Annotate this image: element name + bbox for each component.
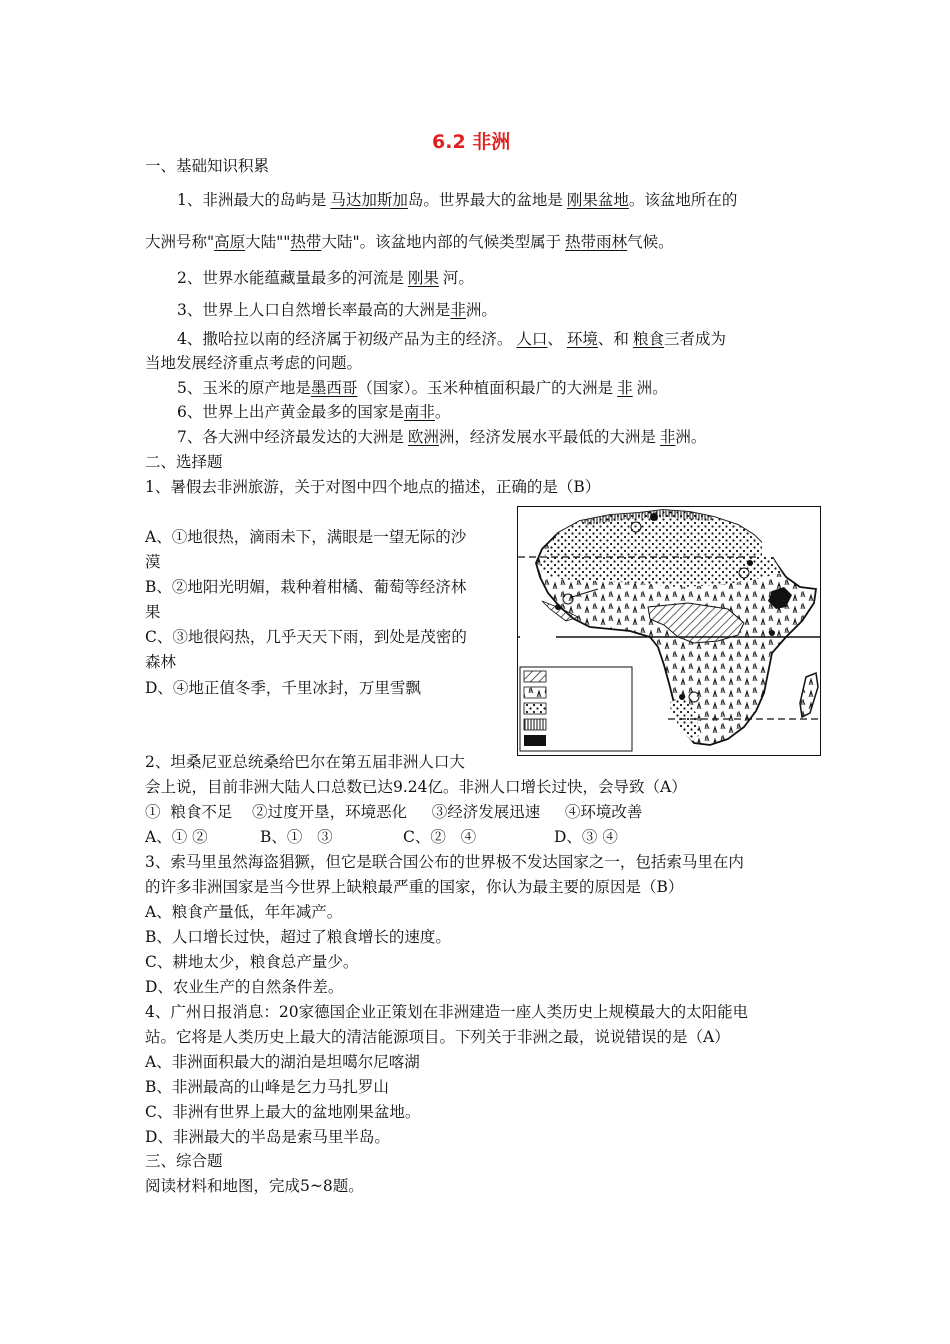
text: 。	[434, 403, 451, 421]
basic-q5	[177, 376, 668, 398]
choice-q1-option-b-cont: 果	[145, 603, 161, 621]
answer-blank: 墨西哥	[310, 379, 358, 397]
choice-q1-option-b: B、②地阳光明媚，栽种着柑橘、葡萄等经济林	[145, 578, 467, 596]
answer-blank: 人口	[516, 330, 548, 348]
choice-q1-option-d: D、④地正值冬季，千里冰封，万里雪飘	[145, 679, 421, 697]
answer-blank: 刚果	[407, 269, 439, 287]
text: 洲，经济发展水平最低的大洲是	[438, 428, 656, 446]
choice-q4-option-d: D、非洲最大的半岛是索马里半岛。	[145, 1128, 390, 1146]
choice-q2-option-b: B、① ③	[260, 828, 333, 846]
text: （国家）。玉米种植面积最广的大洲是	[357, 379, 614, 397]
answer-blank: 非	[450, 301, 466, 319]
text: 大陆"。该盆地内部的气候类型属于	[321, 233, 562, 251]
basic-q1-line2	[145, 230, 674, 252]
text: 1、非洲最大的岛屿是	[177, 191, 327, 209]
choice-q3-option-a: A、粮食产量低，年年减产。	[145, 903, 343, 921]
section-heading-choice: 二、选择题	[145, 453, 223, 471]
text: 洲。	[465, 301, 497, 319]
answer-blank: 马达加斯加	[330, 191, 408, 209]
choice-q2-stem-line1: 2、坦桑尼亚总统桑给巴尔在第五届非洲人口大	[145, 753, 465, 771]
text: 洲。	[636, 379, 668, 397]
basic-q1-line1	[177, 188, 737, 210]
answer-blank: 欧洲	[407, 428, 439, 446]
choice-q2-option-a: A、① ②	[145, 828, 208, 846]
choice-q1-stem: 1、暑假去非洲旅游，关于对图中四个地点的描述，正确的是（B）	[145, 478, 601, 496]
answer-blank: 热带雨林	[565, 233, 628, 251]
text: 河。	[442, 269, 474, 287]
choice-q2-option-d: D、③ ④	[554, 828, 618, 846]
text: 洲。	[675, 428, 707, 446]
text: 大陆""	[245, 233, 291, 251]
choice-q2-option-c: C、② ④	[403, 828, 477, 846]
text: 7、各大洲中经济最发达的大洲是	[177, 428, 404, 446]
map-legend	[520, 667, 632, 751]
answer-blank: 粮食	[632, 330, 664, 348]
desert-zone	[540, 510, 782, 587]
choice-q3-stem-line2: 的许多非洲国家是当今世界上缺粮最严重的国家，你认为最主要的原因是（B）	[145, 878, 684, 896]
choice-q3-option-c: C、耕地太少，粮食总产量少。	[145, 953, 359, 971]
africa-map-graphic	[518, 507, 820, 755]
text: 大洲号称"	[145, 233, 215, 251]
basic-q3	[177, 298, 497, 320]
answer-blank: 非	[659, 428, 676, 446]
choice-q4-option-c: C、非洲有世界上最大的盆地刚果盆地。	[145, 1103, 421, 1121]
page-title: 6.2 非洲	[432, 131, 511, 153]
choice-q4-stem-line2: 站。它将是人类历史上最大的清洁能源项目。下列关于非洲之最，说说错误的是（A）	[145, 1028, 730, 1046]
text: 。该盆地所在的	[628, 191, 738, 209]
text: 6、世界上出产黄金最多的国家是	[177, 403, 404, 421]
choice-q2-items: ① 粮食不足 ②过度开垦，环境恶化 ③经济发展迅速 ④环境改善	[145, 803, 643, 821]
answer-blank: 热带	[290, 233, 322, 251]
text: 5、玉米的原产地是	[177, 379, 311, 397]
text: 气候。	[627, 233, 674, 251]
text: 岛。世界最大的盆地是	[407, 191, 563, 209]
choice-q1-option-a: A、①地很热，滴雨未下，满眼是一望无际的沙	[145, 528, 467, 546]
text: 、	[547, 330, 563, 348]
answer-blank: 刚果盆地	[566, 191, 629, 209]
basic-q2	[177, 266, 474, 288]
answer-blank: 高原	[214, 233, 246, 251]
choice-q4-stem-line1: 4、广州日报消息：20家德国企业正策划在非洲建造一座人类历史上规模最大的太阳能电	[145, 1003, 749, 1021]
choice-q3-stem-line1: 3、索马里虽然海盗猖獗，但它是联合国公布的世界极不发达国家之一，包括索马里在内	[145, 853, 744, 871]
basic-q6	[177, 400, 450, 422]
answer-blank: 南非	[403, 403, 435, 421]
text: 三者成为	[663, 330, 726, 348]
madagascar	[800, 673, 818, 717]
basic-q4-line1	[177, 327, 726, 349]
choice-q4-option-b: B、非洲最高的山峰是乞力马扎罗山	[145, 1078, 389, 1096]
text: 2、世界水能蕴藏量最多的河流是	[177, 269, 404, 287]
comprehensive-intro: 阅读材料和地图，完成5~8题。	[145, 1177, 364, 1195]
choice-q1-option-c: C、③地很闷热，几乎天天下雨，到处是茂密的	[145, 628, 467, 646]
basic-q4-line2: 当地发展经济重点考虑的问题。	[145, 354, 363, 372]
answer-blank: 非	[617, 379, 633, 397]
text: 3、世界上人口自然增长率最高的大洲是	[177, 301, 451, 319]
choice-q4-option-a: A、非洲面积最大的湖泊是坦噶尔尼喀湖	[145, 1053, 420, 1071]
basic-q7	[177, 425, 706, 447]
choice-q3-option-b: B、人口增长过快，超过了粮食增长的速度。	[145, 928, 451, 946]
section-heading-comprehensive: 三、综合题	[145, 1152, 223, 1170]
text: 、和	[597, 330, 629, 348]
choice-q1-option-c-cont: 森林	[145, 653, 177, 671]
africa-climate-map	[517, 506, 821, 756]
choice-q1-option-a-cont: 漠	[145, 553, 161, 571]
text: 4、撒哈拉以南的经济属于初级产品为主的经济。	[177, 330, 513, 348]
choice-q2-stem-line2: 会上说，目前非洲大陆人口总数已达9.24亿。非洲人口增长过快，会导致（A）	[145, 778, 687, 796]
section-heading-basic: 一、基础知识积累	[145, 157, 270, 175]
choice-q3-option-d: D、农业生产的自然条件差。	[145, 978, 344, 996]
answer-blank: 环境	[566, 330, 598, 348]
